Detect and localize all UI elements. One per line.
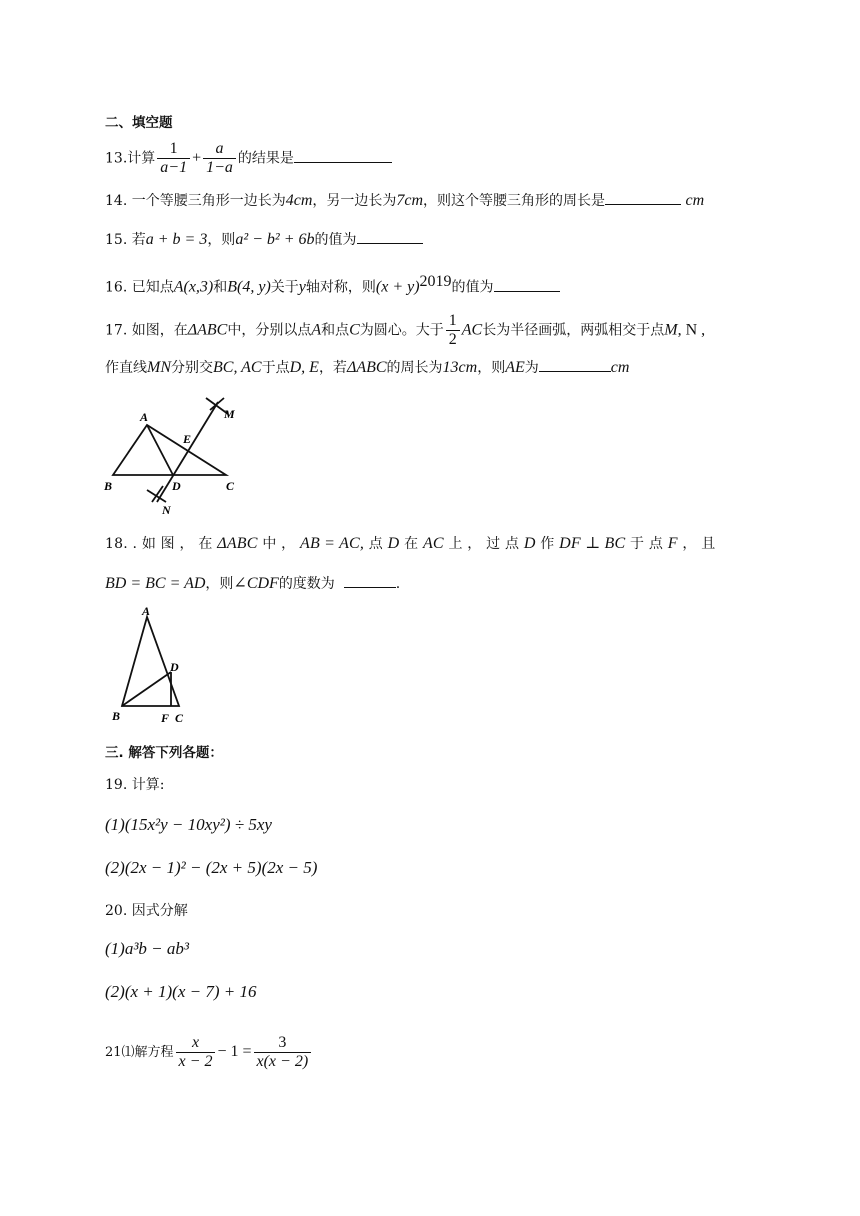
label-a: A	[140, 410, 149, 424]
section-heading-solve: 三. 解答下列各题：	[105, 745, 223, 761]
label-m: M	[224, 407, 235, 421]
question-13: 13.计算 $\frac{1}{a-1}$ + $\frac{a}{1-a}$ 的结果是	[105, 140, 392, 177]
answer-blank	[344, 573, 396, 588]
question-20-part-1: (1)a³b − ab³	[105, 939, 189, 958]
label-b: B	[104, 479, 113, 493]
fraction-1: $\frac{x}{x - 2}$	[176, 1034, 216, 1071]
question-15: 15. 若a + b = 3，则a² − b² + 6b的值为	[105, 229, 423, 250]
answer-blank	[357, 229, 423, 244]
question-20-part-2: (2)(x + 1)(x − 7) + 16	[105, 982, 257, 1001]
label-d: D	[170, 660, 179, 674]
label-a: A	[142, 604, 151, 618]
question-19-part-2: (2)(2x − 1)² − (2x + 5)(2x − 5)	[105, 858, 318, 877]
fraction-1: $\frac{1}{a-1}$	[157, 140, 190, 177]
answer-blank	[539, 357, 611, 372]
section-heading-fill-blank: 二、填空题	[105, 115, 173, 131]
answer-blank	[294, 148, 392, 163]
question-19-title: 19. 计算:	[105, 777, 165, 793]
label-f: F	[161, 711, 170, 725]
figure-18-triangle	[108, 600, 198, 730]
label-b: B	[112, 709, 121, 723]
answer-blank	[605, 190, 681, 205]
label-n: N	[162, 503, 171, 517]
question-14: 14. 一个等腰三角形一边长为4cm，另一边长为7cm，则这个等腰三角形的周长是 cm	[105, 192, 705, 209]
label-e: E	[183, 432, 192, 446]
question-19-part-1: (1)(15x²y − 10xy²) ÷ 5xy	[105, 815, 272, 834]
question-16: 16. 已知点A(x,3)和B(4, y)关于y轴对称，则$(x + y)^{2019}$的值为	[105, 272, 560, 298]
fraction-2: $\frac{a}{1-a}$	[203, 140, 236, 177]
fraction-half: $\frac{1}{2}$	[446, 312, 460, 349]
question-20-title: 20. 因式分解	[105, 903, 188, 919]
label-d: D	[172, 479, 181, 493]
question-17-line-1: 17. 如图，在ΔABC中，分别以点A和点C为圆心。大于 $\frac{1}{2}$ AC长为半径画弧，两弧相交于点M, N ,	[105, 312, 706, 348]
question-21: 21⑴解方程 $\frac{x}{x - 2}$ − 1 = $\frac{3}{x(x - 2)}$	[105, 1034, 313, 1071]
label-c: C	[226, 479, 235, 493]
answer-blank	[494, 277, 560, 292]
arc-mark-n	[147, 486, 166, 502]
figure-17-triangle	[100, 392, 260, 517]
question-18-line-1: 18. . 如 图 ， 在 ΔABC 中 ， AB = AC, 点 D 在 AC 上 ， 过 点 D 作 DF ⊥ BC 于 点 F ， 且	[105, 535, 716, 552]
line-mn	[157, 402, 218, 502]
question-18-line-2: BD = BC = AD，则∠CDF的度数为 .	[105, 575, 401, 592]
fraction-2: $\frac{3}{x(x - 2)}$	[254, 1034, 312, 1071]
label-c: C	[175, 711, 184, 725]
question-17-line-2: 作直线MN分别交BC, AC于点D, E，若ΔABC的周长为13cm，则AE为 cm	[105, 359, 630, 376]
